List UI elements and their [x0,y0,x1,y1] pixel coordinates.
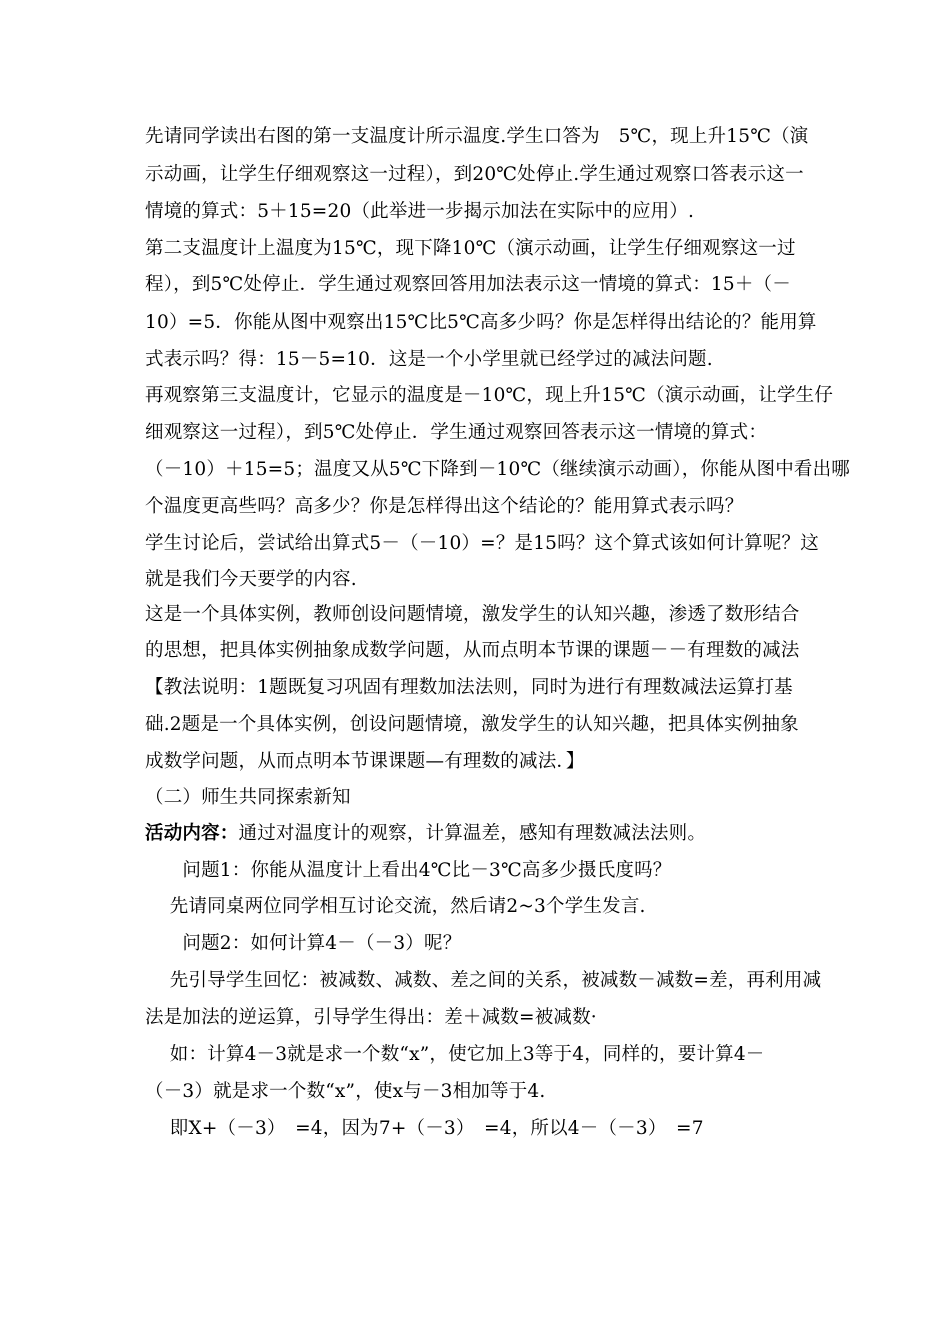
section-heading: （二）师生共同探索新知 [145,787,351,808]
paragraph-line: 式表示吗？得：15－5=10．这是一个小学里就已经学过的减法问题. [145,349,713,370]
paragraph-line: 细观察这一过程），到5℃处停止．学生通过观察回答表示这一情境的算式： [145,422,768,443]
paragraph-line: （－10）＋15=5；温度又从5℃下降到－10℃（继续演示动画），你能从图中看出哪 [145,459,851,480]
paragraph-line: 就是我们今天要学的内容. [145,569,357,590]
paragraph-line: 的思想，把具体实例抽象成数学问题，从而点明本节课的课题－－有理数的减法 [145,640,800,661]
paragraph-line: 个温度更高些吗？高多少？你是怎样得出这个结论的？能用算式表示吗？ [145,496,744,517]
paragraph-line: 即X+（－3） =4，因为7+（－3） =4，所以4－（－3） =7 [145,1118,704,1139]
paragraph-line: 成数学问题，从而点明本节课课题—有理数的减法．】 [145,751,585,772]
activity-label: 活动内容： [145,823,239,844]
paragraph-line: （－3）就是求一个数“x”，使x与－3相加等于4. [145,1081,546,1102]
paragraph-line: 程），到5℃处停止．学生通过观察回答用加法表示这一情境的算式：15＋（－ [145,274,791,295]
paragraph-line: 础.2题是一个具体实例，创设问题情境，激发学生的认知兴趣，把具体实例抽象 [145,714,799,735]
paragraph-line: 这是一个具体实例，教师创设问题情境，激发学生的认知兴趣，渗透了数形结合 [145,604,800,625]
paragraph-line: 示动画，让学生仔细观察这一过程），到20℃处停止.学生通过观察口答表示这一 [145,164,804,185]
paragraph-line: 再观察第三支温度计，它显示的温度是－10℃，现上升15℃（演示动画，让学生仔 [145,385,834,406]
paragraph-line: 先请同桌两位同学相互讨论交流，然后请2~3个学生发言. [145,896,646,917]
paragraph-line: 情境的算式：5＋15=20（此举进一步揭示加法在实际中的应用）. [145,201,695,222]
activity-line [145,822,706,846]
paragraph-line: 先请同学读出右图的第一支温度计所示温度.学生口答为 5℃，现上升15℃（演 [145,126,809,147]
activity-text: 通过对温度计的观察，计算温差，感知有理数减法法则。 [238,823,707,844]
paragraph-line: 法是加法的逆运算，引导学生得出：差＋减数=被减数· [145,1007,597,1028]
paragraph-line: 10）=5．你能从图中观察出15℃比5℃高多少吗？你是怎样得出结论的？能用算 [145,312,817,333]
paragraph-line: 问题2：如何计算4－（－3）呢？ [145,933,462,954]
paragraph-line: 问题1：你能从温度计上看出4℃比－3℃高多少摄氏度吗？ [145,860,672,881]
paragraph-line: 学生讨论后，尝试给出算式5－（－10）=？是15吗？这个算式该如何计算呢？这 [145,533,819,554]
paragraph-line: 先引导学生回忆：被减数、减数、差之间的关系，被减数－减数=差，再利用减 [145,970,822,991]
paragraph-line: 第二支温度计上温度为15℃，现下降10℃（演示动画，让学生仔细观察这一过 [145,238,796,259]
paragraph-line: 【教法说明：1题既复习巩固有理数加法法则，同时为进行有理数减法运算打基 [145,677,793,698]
paragraph-line: 如：计算4－3就是求一个数“x”，使它加上3等于4，同样的，要计算4－ [145,1044,765,1065]
